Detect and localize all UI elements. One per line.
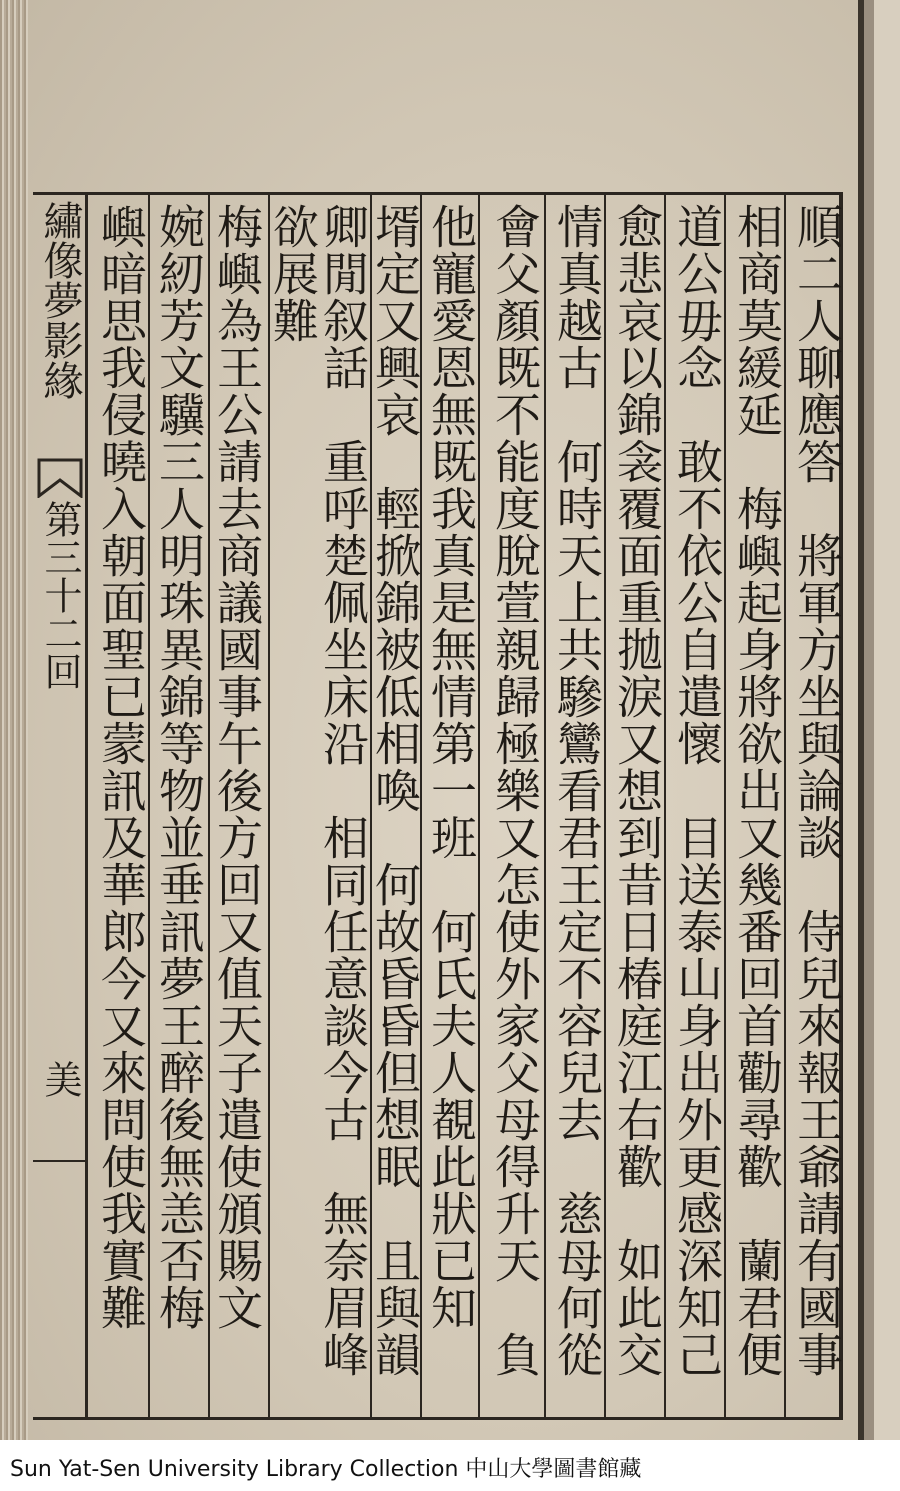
margin-chapter-label: 第三十二回 — [38, 500, 82, 690]
text-column-11: 梅嶼為王公請去商議國事午後方回又值天子遣使頒賜文 — [210, 203, 264, 1331]
text-column-13: 嶼暗思我侵曉入朝面聖已蒙訊及華郎今又來問使我實難 — [94, 203, 148, 1331]
left-page-edges — [0, 0, 28, 1440]
margin-folio: 美 — [38, 1060, 82, 1098]
text-column-12: 婉紉芳文驥三人明珠異錦等物並垂訊夢王醉後無恙否梅 — [152, 203, 206, 1331]
fish-tail-ornament — [37, 458, 83, 498]
margin-lower-rule — [33, 1160, 88, 1162]
library-credit: Sun Yat-Sen University Library Collection 中山大學圖書館藏 — [10, 1457, 642, 1482]
text-column-2: 相商莫緩延 梅嶼起身將欲出又幾番回首勸尋歡 蘭君便 — [730, 203, 784, 1378]
right-page-edge — [858, 0, 900, 1440]
text-column-9: 卿閒叙話 重呼楚佩坐床沿 相同任意談今古 無奈眉峰 — [316, 203, 370, 1378]
text-column-7: 他寵愛恩無既我真是無情第一班 何氏夫人覩此狀已知 — [424, 203, 478, 1331]
text-column-3: 道公毋念 敢不依公自遣懷 目送泰山身出外更感深知己 — [670, 203, 724, 1378]
text-column-10: 欲展難 — [266, 203, 320, 344]
text-column-4: 愈悲哀以錦衾覆面重拋淚又想到昔日椿庭江右歡 如此交 — [610, 203, 664, 1378]
margin-book-title: 繡像夢影緣 — [37, 200, 83, 400]
text-column-6: 會父顏既不能度脫萱親歸極樂又怎使外家父母得升天 負 — [488, 203, 542, 1378]
text-column-1: 順二人聊應答 將軍方坐與論談 侍兒來報王爺請有國事 — [790, 203, 844, 1378]
text-column-5: 情真越古 何時天上共驂鸞看君王定不容兒去 慈母何從 — [550, 203, 604, 1378]
text-column-8: 壻定又興哀 輕掀錦被低相喚 何故昏昏但想眠 且與韻 — [368, 203, 422, 1378]
